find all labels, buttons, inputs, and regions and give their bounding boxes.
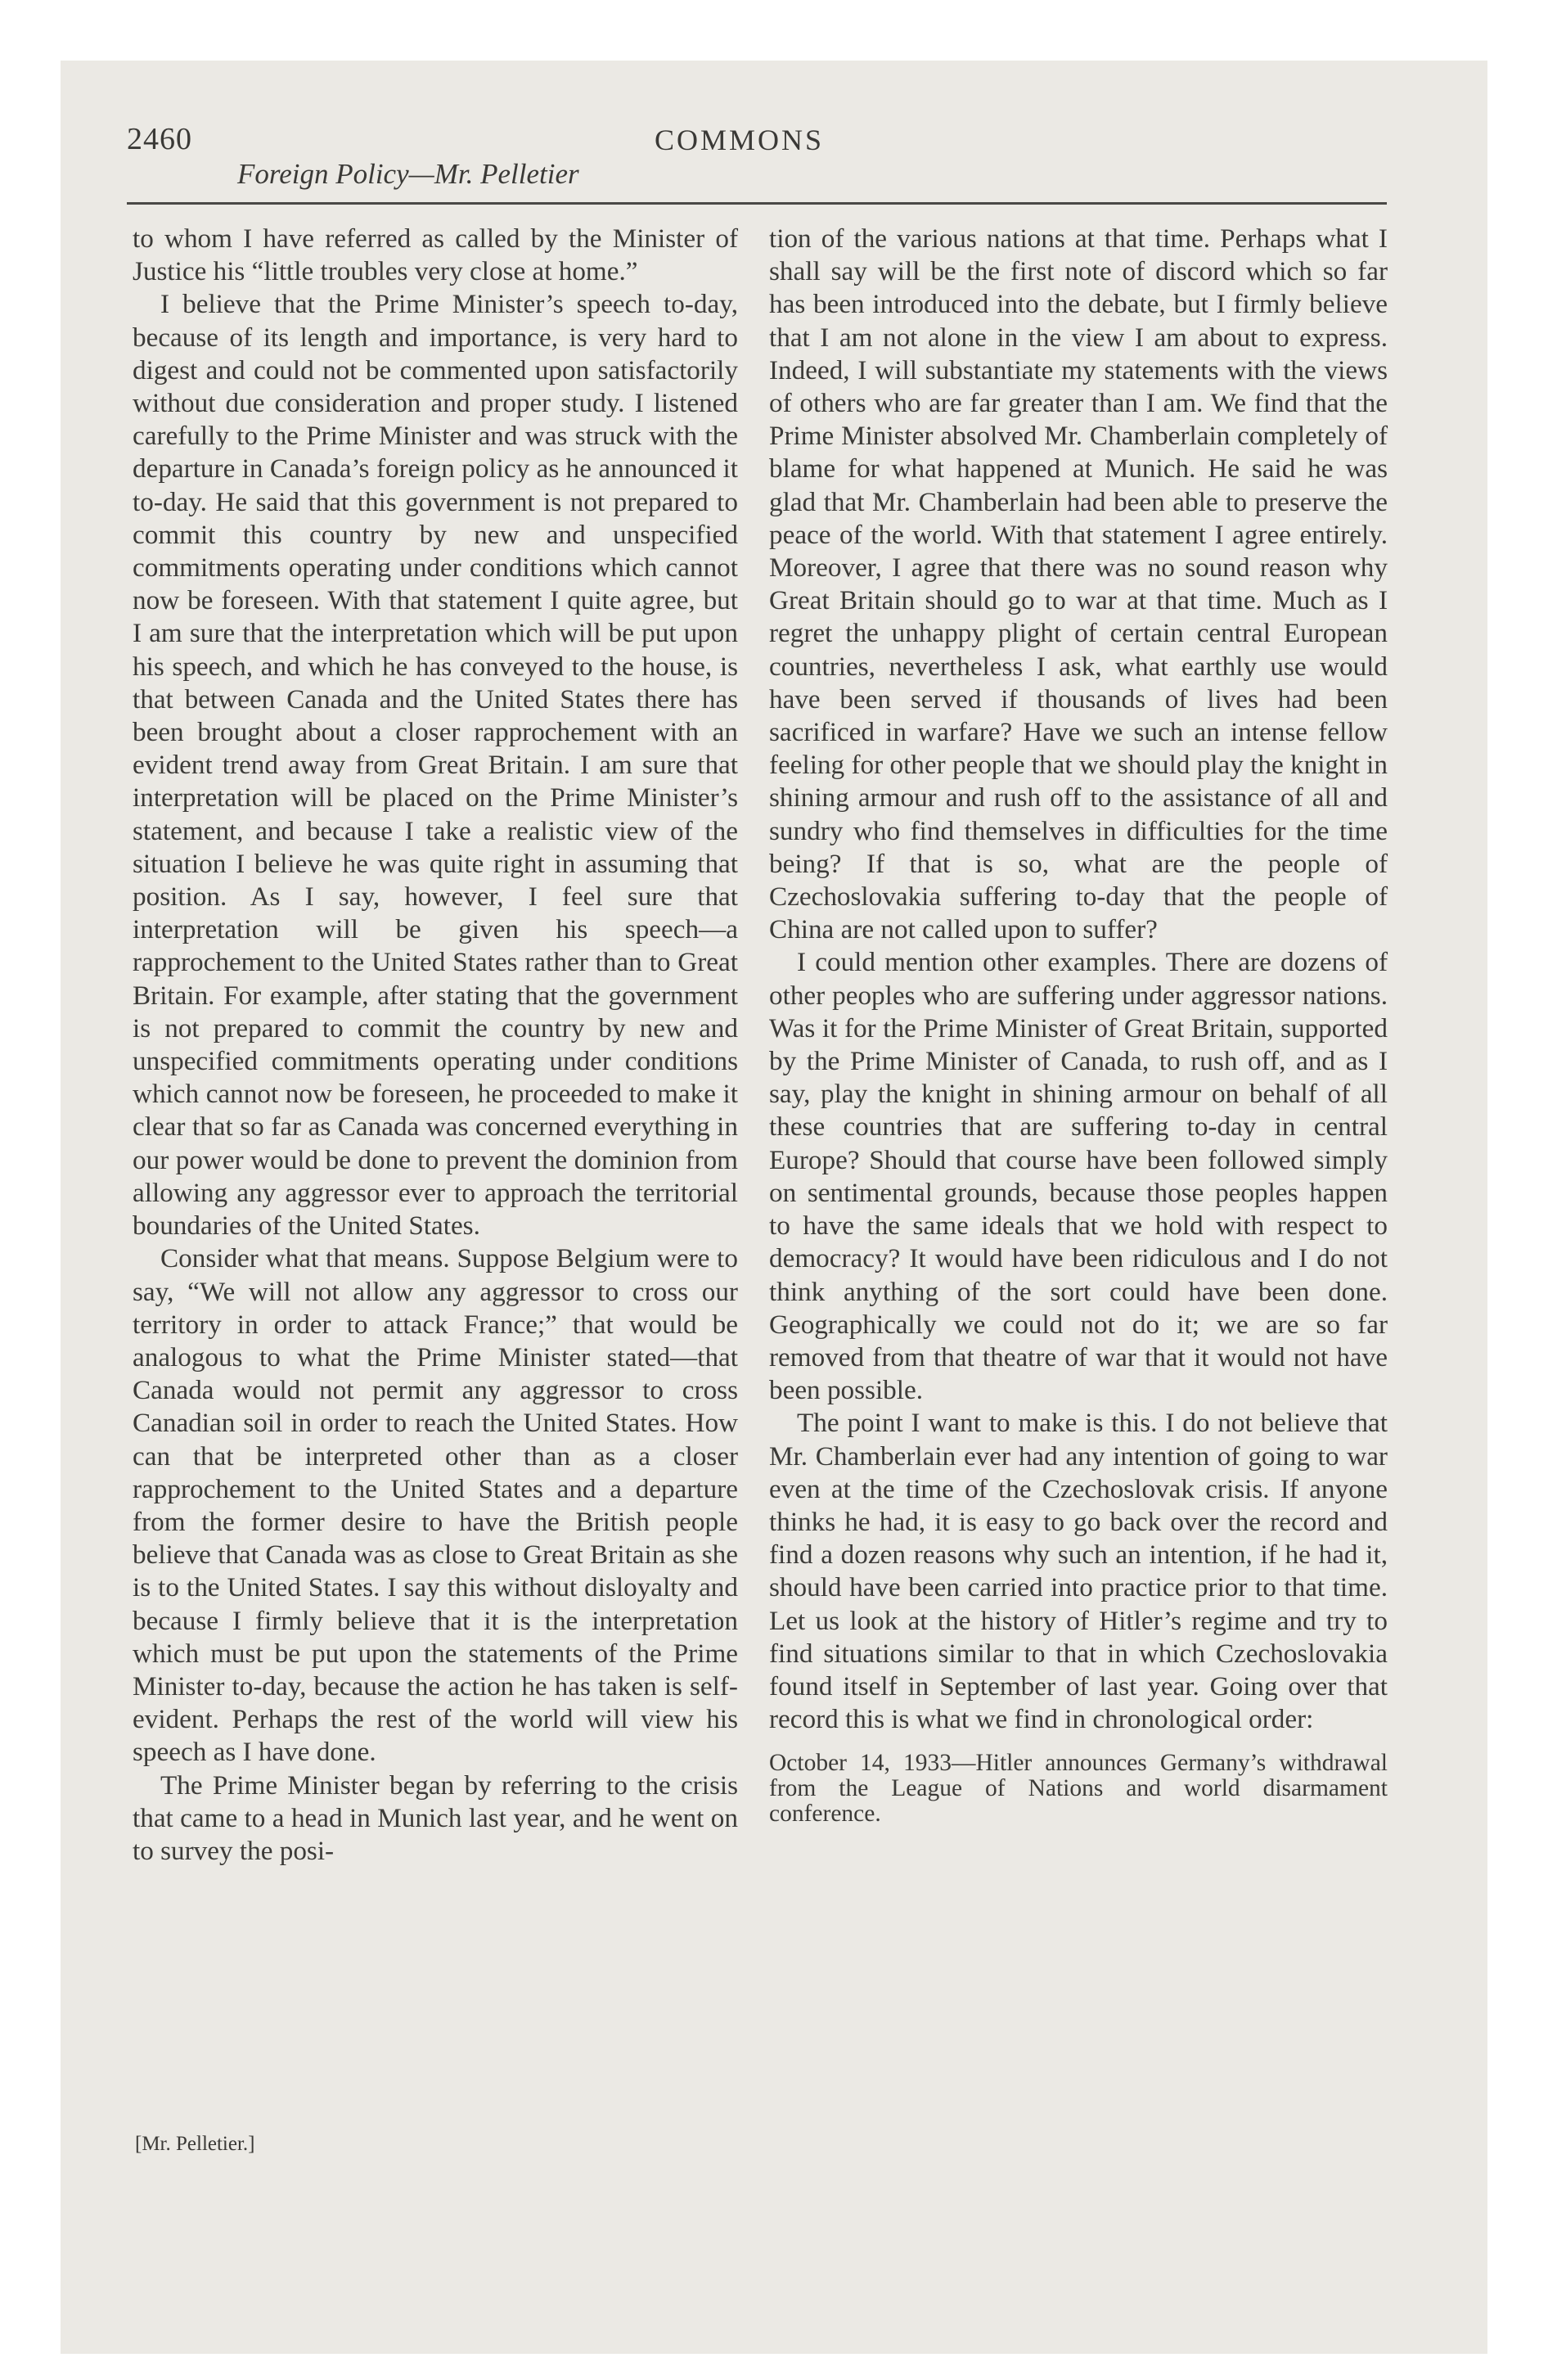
- paragraph: I could mention other examples. There are dozens of other peoples who are suffering under aggressor nations. Was it for the Prime Minister of Great Britain, supported by the Prime Minister of Canada, to rush off, and as I say, play the knight in shining armour on behalf of all these countries that are suffering to-day in central Europe? Should that course have been followed simply on sentimental grounds, because those peoples happen to have the same ideals that we hold with respect to democracy? It would have been ridiculous and I do not think anything of the sort could have been done. Geographically we could not do it; we are so far removed from that theatre of war that it would not have been possible.: [769, 947, 1388, 1406]
- right-column: [769, 223, 1388, 1827]
- paragraph: The Prime Minister began by referring to the crisis that came to a head in Munich last year, and he went on to survey the posi-: [133, 1769, 738, 1866]
- paragraph: The point I want to make is this. I do not believe that Mr. Chamberlain ever had any intention of going to war even at the time of the Czechoslovak crisis. If anyone thinks he had, it is easy to go back over the record and find a dozen reasons why such an intention, if he had it, should have been carried into practice prior to that time. Let us look at the history of Hitler’s regime and try to find situations similar to that in which Czechoslovakia found itself in September of last year. Going over that record this is what we find in chronological order:: [769, 1408, 1388, 1735]
- chronology-entry: October 14, 1933—Hitler announces Germany’s withdrawal from the League of Nations and world disarmament conference.: [769, 1750, 1388, 1828]
- running-head-subject: Foreign Policy—Mr. Pelletier: [237, 158, 579, 190]
- running-head-house: COMMONS: [655, 124, 825, 156]
- speaker-note: [Mr. Pelletier.]: [135, 2133, 255, 2155]
- header-rule: [127, 202, 1387, 205]
- paragraph: Consider what that means. Suppose Belgium were to say, “We will not allow any aggressor to cross our territory in order to attack France;” that would be analogous to what the Prime Minister stated—that Canada would not permit any aggressor to cross Canadian soil in order to reach the United States. How can that be interpreted other than as a closer rapprochement to the United States and a departure from the former desire to have the British people believe that Canada was as close to Great Britain as she is to the United States. I say this without disloyalty and because I firmly believe that it is the interpretation which must be put upon the statements of the Prime Minister to-day, because the action he has taken is self-evident. Perhaps the rest of the world will view his speech as I have done.: [133, 1243, 738, 1768]
- page-number: 2460: [127, 122, 192, 156]
- left-column: [133, 223, 738, 1868]
- paragraph: I believe that the Prime Minister’s speech to-day, because of its length and importance, is very hard to digest and could not be commented upon satisfactorily without due consideration and proper study. I listened carefully to the Prime Minister and was struck with the departure in Canada’s foreign policy as he announced it to-day. He said that this government is not prepared to commit this country by new and unspecified commitments operating under conditions which cannot now be foreseen. With that statement I quite agree, but I am sure that the interpretation which will be put upon his speech, and which he has conveyed to the house, is that between Canada and the United States there has been brought about a closer rapprochement with an evident trend away from Great Britain. I am sure that interpretation will be placed on the Prime Minister’s statement, and because I take a realistic view of the situation I believe he was quite right in assuming that position. As I say, however, I feel sure that interpretation will be given his speech—a rapprochement to the United States rather than to Great Britain. For example, after stating that the government is not prepared to commit the country by new and unspecified commitments operating under conditions which cannot now be foreseen, he proceeded to make it clear that so far as Canada was concerned everything in our power would be done to prevent the dominion from allowing any aggressor ever to approach the territorial boundaries of the United States.: [133, 289, 738, 1242]
- paragraph: to whom I have referred as called by the Minister of Justice his “little troubles very close at home.”: [133, 223, 738, 287]
- paragraph: tion of the various nations at that time. Perhaps what I shall say will be the first note of discord which so far has been introduced into the debate, but I firmly believe that I am not alone in the view I am about to express. Indeed, I will substantiate my statements with the views of others who are far greater than I am. We find that the Prime Minister absolved Mr. Chamberlain completely of blame for what happened at Munich. He said he was glad that Mr. Chamberlain had been able to preserve the peace of the world. With that statement I agree entirely. Moreover, I agree that there was no sound reason why Great Britain should go to war at that time. Much as I regret the unhappy plight of certain central European countries, nevertheless I ask, what earthly use would have been served if thousands of lives had been sacrificed in warfare? Have we such an intense fellow feeling for other people that we should play the knight in shining armour and rush off to the assistance of all and sundry who find themselves in difficulties for the time being? If that is so, what are the people of Czechoslovakia suffering to-day that the people of China are not called upon to suffer?: [769, 223, 1388, 945]
